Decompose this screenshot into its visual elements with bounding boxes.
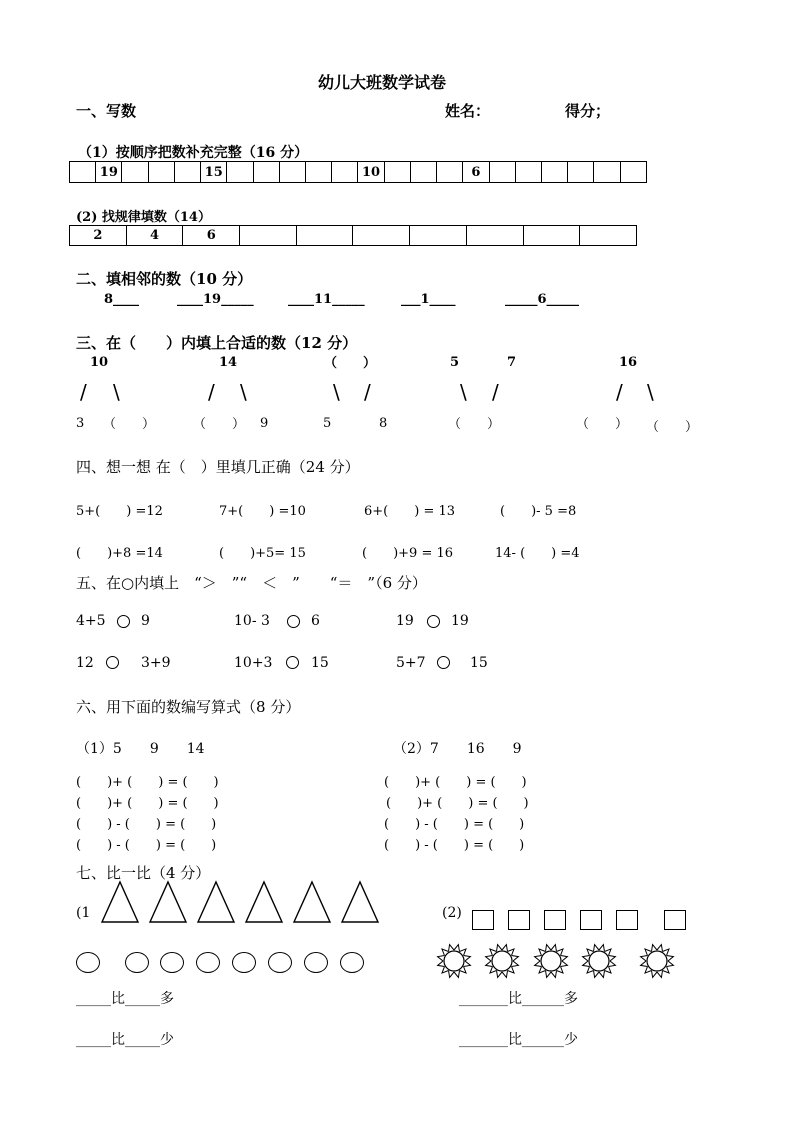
- tree-bottom-number: 8: [379, 416, 388, 431]
- formula-line[interactable]: ( )+ ( ) = ( ): [76, 775, 219, 790]
- tree-bottom-number: 3: [76, 416, 85, 431]
- sun-icon: [580, 942, 618, 980]
- branch-stroke: \: [333, 380, 340, 404]
- tree-bottom-number: 5: [323, 416, 332, 431]
- blank-cell[interactable]: [279, 162, 305, 183]
- blank-cell[interactable]: [489, 162, 515, 183]
- compare-left: 10+3: [234, 655, 273, 671]
- sequence-grid-1: [69, 161, 647, 183]
- equation[interactable]: 7+( ) =10: [219, 504, 306, 519]
- square-icon: [544, 910, 566, 930]
- branch-stroke: \: [647, 380, 654, 404]
- branch-stroke: \: [460, 380, 467, 404]
- section-1-heading: 一、写数: [76, 102, 137, 120]
- blank-cell[interactable]: [227, 162, 253, 183]
- more-sentence-left[interactable]: _____比_____多: [76, 991, 174, 1007]
- sun-icon: [483, 942, 521, 980]
- more-sentence-right[interactable]: _______比______多: [459, 991, 578, 1007]
- neighbor-item[interactable]: ____19_____: [177, 292, 254, 307]
- triangle-icon: [244, 880, 284, 924]
- square-icon: [580, 910, 602, 930]
- blank-cell[interactable]: [148, 162, 174, 183]
- blank-cell[interactable]: [305, 162, 331, 183]
- circle-icon: [268, 952, 292, 973]
- tree-top-number: 14: [219, 355, 238, 370]
- compare-circle[interactable]: [437, 656, 450, 669]
- page-title: 幼儿大班数学试卷: [318, 73, 447, 92]
- sequence-grid-2: [69, 225, 637, 246]
- blank-cell[interactable]: [174, 162, 200, 183]
- compare-circle[interactable]: [286, 656, 299, 669]
- section-7-heading: 七、比一比（4 分）: [76, 864, 211, 882]
- equation[interactable]: ( )- 5 =8: [500, 504, 577, 519]
- triangle-icon: [196, 880, 236, 924]
- branch-stroke: /: [208, 380, 215, 404]
- compare-left: 19: [396, 613, 414, 629]
- blank-cell[interactable]: [437, 162, 463, 183]
- given-number-cell: 6: [183, 226, 240, 246]
- blank-cell[interactable]: [410, 162, 436, 183]
- compare-right: 3+9: [141, 655, 171, 671]
- triangle-icon: [340, 880, 380, 924]
- compare-right: 19: [451, 613, 469, 629]
- circle-icon: [76, 952, 100, 973]
- blank-cell[interactable]: [253, 162, 279, 183]
- blank-cell[interactable]: [594, 162, 620, 183]
- equation[interactable]: 6+( ) = 13: [364, 504, 456, 519]
- given-number-cell: 15: [201, 162, 227, 183]
- equation[interactable]: ( )+8 =14: [76, 546, 163, 561]
- blank-cell[interactable]: [410, 226, 467, 246]
- tree-bottom-blank[interactable]: （ ）: [576, 417, 629, 432]
- group-1-tag: (1: [76, 905, 91, 921]
- equation[interactable]: ( )+5= 15: [219, 546, 306, 561]
- compare-right: 9: [141, 613, 150, 629]
- sun-icon: [435, 942, 473, 980]
- compare-circle[interactable]: [106, 656, 119, 669]
- formula-line[interactable]: ( ) - ( ) = ( ): [384, 838, 525, 853]
- blank-cell[interactable]: [580, 226, 637, 246]
- circle-icon: [125, 952, 149, 973]
- blank-cell[interactable]: [523, 226, 580, 246]
- branch-stroke: /: [616, 380, 623, 404]
- blank-cell[interactable]: [515, 162, 541, 183]
- blank-cell[interactable]: [541, 162, 567, 183]
- compare-right: 15: [470, 655, 488, 671]
- sun-icon: [638, 942, 676, 980]
- less-sentence-right[interactable]: _______比______少: [459, 1032, 578, 1048]
- given-number-cell: 6: [463, 162, 489, 183]
- compare-left: 4+5: [76, 613, 106, 629]
- blank-cell[interactable]: [122, 162, 148, 183]
- formula-line[interactable]: ( ) - ( ) = ( ): [76, 817, 217, 832]
- compare-circle[interactable]: [287, 615, 300, 628]
- equation[interactable]: 14- ( ) =4: [495, 546, 580, 561]
- given-number-cell: 2: [70, 226, 127, 246]
- section-2-heading: 二、填相邻的数（10 分）: [76, 270, 253, 288]
- compare-circle[interactable]: [117, 615, 130, 628]
- circle-icon: [160, 952, 184, 973]
- square-icon: [508, 910, 530, 930]
- neighbor-item[interactable]: ____11_____: [288, 292, 365, 307]
- circle-icon: [340, 952, 364, 973]
- tree-top-number: 16: [619, 355, 638, 370]
- blank-cell[interactable]: [384, 162, 410, 183]
- blank-cell[interactable]: [70, 162, 96, 183]
- numbers-group-2: （2）7 16 9: [393, 741, 522, 757]
- blank-cell[interactable]: [620, 162, 646, 183]
- less-sentence-left[interactable]: _____比_____少: [76, 1032, 174, 1048]
- compare-right: 15: [311, 655, 329, 671]
- branch-stroke: /: [364, 380, 371, 404]
- blank-cell[interactable]: [466, 226, 523, 246]
- branch-stroke: \: [240, 380, 247, 404]
- branch-stroke: \: [113, 380, 120, 404]
- blank-cell[interactable]: [332, 162, 358, 183]
- blank-cell[interactable]: [353, 226, 410, 246]
- compare-left: 10- 3: [234, 613, 270, 629]
- circle-icon: [304, 952, 328, 973]
- neighbor-item[interactable]: 8____: [104, 292, 140, 307]
- blank-cell[interactable]: [240, 226, 297, 246]
- tree-bottom-blank[interactable]: （ ）: [646, 420, 699, 435]
- square-icon: [472, 910, 494, 930]
- formula-line[interactable]: ( )+ ( ) = ( ): [76, 796, 219, 811]
- score-label: 得分；: [565, 102, 611, 120]
- tree-bottom-number: 9: [260, 416, 269, 431]
- part-1-label: （1）按顺序把数补充完整（16 分）: [78, 145, 309, 161]
- tree-bottom-blank[interactable]: （ ）: [448, 417, 501, 432]
- formula-line[interactable]: ( ) - ( ) = ( ): [384, 817, 525, 832]
- given-number-cell: 10: [358, 162, 384, 183]
- tree-top-number: 7: [507, 355, 517, 370]
- given-number-cell: 19: [96, 162, 122, 183]
- branch-stroke: /: [492, 380, 499, 404]
- name-label: 姓名：: [445, 102, 491, 120]
- square-icon: [664, 910, 686, 930]
- formula-line[interactable]: ( ) - ( ) = ( ): [76, 838, 217, 853]
- branch-stroke: /: [80, 380, 87, 404]
- compare-left: 5+7: [396, 655, 426, 671]
- equation[interactable]: 5+( ) =12: [76, 504, 163, 519]
- circle-icon: [196, 952, 220, 973]
- section-3-heading: 三、在（ ）内填上合适的数（12 分）: [76, 334, 358, 352]
- part-2-label: (2) 找规律填数（14）: [76, 210, 211, 225]
- neighbor-item[interactable]: ___1____: [401, 292, 456, 307]
- neighbor-item[interactable]: _____6_____: [505, 292, 580, 307]
- triangle-icon: [292, 880, 332, 924]
- blank-cell[interactable]: [568, 162, 594, 183]
- compare-right: 6: [311, 613, 320, 629]
- triangle-icon: [148, 880, 188, 924]
- square-icon: [616, 910, 638, 930]
- tree-top-blank[interactable]: （ ）: [324, 356, 377, 371]
- triangle-icon: [100, 880, 140, 924]
- section-5-heading: 五、在○内填上 “＞ ”“ ＜ ” “＝ ”（6 分）: [76, 574, 427, 592]
- section-6-heading: 六、用下面的数编写算式（8 分）: [76, 698, 301, 716]
- circle-icon: [232, 952, 256, 973]
- sun-icon: [532, 942, 570, 980]
- tree-top-number: 10: [90, 355, 109, 370]
- tree-top-number: 5: [450, 355, 460, 370]
- given-number-cell: 4: [126, 226, 183, 246]
- compare-circle[interactable]: [427, 615, 440, 628]
- formula-line[interactable]: ( )+ ( ) = ( ): [386, 796, 529, 811]
- compare-left: 12: [76, 655, 94, 671]
- tree-bottom-blank[interactable]: （ ）: [193, 417, 246, 432]
- blank-cell[interactable]: [296, 226, 353, 246]
- equation[interactable]: ( )+9 = 16: [362, 546, 454, 561]
- group-2-tag: (2): [442, 905, 462, 921]
- formula-line[interactable]: ( )+ ( ) = ( ): [384, 775, 527, 790]
- numbers-group-1: （1）5 9 14: [76, 741, 205, 757]
- tree-bottom-blank[interactable]: （ ）: [103, 417, 156, 432]
- section-4-heading: 四、想一想 在（ ）里填几正确（24 分）: [76, 458, 360, 476]
